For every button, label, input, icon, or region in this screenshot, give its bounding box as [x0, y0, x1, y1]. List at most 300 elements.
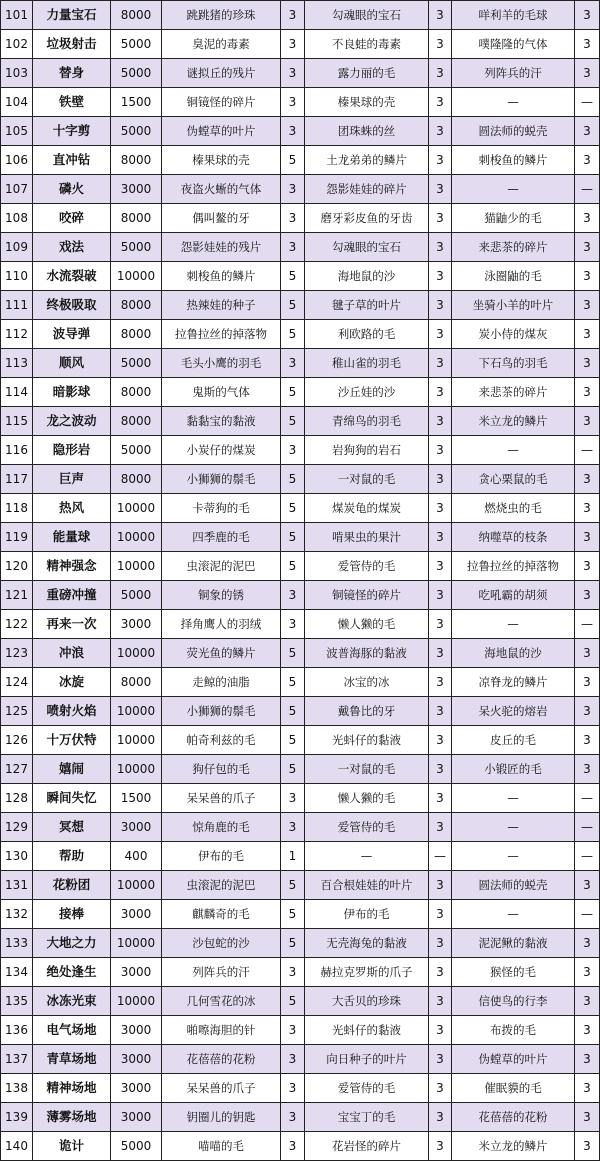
cost: 10000	[111, 697, 162, 726]
material-1: 臭泥的毒素	[162, 30, 281, 59]
material-2-qty: 3	[429, 320, 452, 349]
table-row	[1, 639, 600, 668]
table-row	[1, 1045, 600, 1074]
material-2: 不良蛙的毒素	[305, 30, 429, 59]
material-1-qty: 1	[281, 842, 305, 871]
cost: 5000	[111, 1132, 162, 1161]
material-2-qty: 3	[429, 697, 452, 726]
cost: 8000	[111, 291, 162, 320]
material-3: 燃烧虫的毛	[452, 494, 575, 523]
table-row	[1, 117, 600, 146]
material-2-qty: 3	[429, 610, 452, 639]
table-row	[1, 1132, 600, 1161]
material-3: 圆法师的蜕壳	[452, 117, 575, 146]
material-1-qty: 3	[281, 813, 305, 842]
material-2: 稚山雀的羽毛	[305, 349, 429, 378]
material-1-qty: 5	[281, 146, 305, 175]
material-1-qty: 5	[281, 755, 305, 784]
material-1: 帕奇利兹的毛	[162, 726, 281, 755]
cost: 8000	[111, 1, 162, 30]
material-2: 爱管侍的毛	[305, 552, 429, 581]
table-row	[1, 755, 600, 784]
material-3: 纳噬草的枝条	[452, 523, 575, 552]
tm-number: 134	[1, 958, 33, 987]
tm-number: 105	[1, 117, 33, 146]
material-3: 花蓓蓓的花粉	[452, 1103, 575, 1132]
table-row	[1, 842, 600, 871]
material-1: 啪嚓海胆的针	[162, 1016, 281, 1045]
cost: 3000	[111, 813, 162, 842]
cost: 10000	[111, 726, 162, 755]
table-row	[1, 204, 600, 233]
material-2: 铜镜怪的碎片	[305, 581, 429, 610]
table-row	[1, 436, 600, 465]
material-2-qty: 3	[429, 900, 452, 929]
move-name: 绝处逢生	[33, 958, 111, 987]
material-1: 夜盗火蜥的气体	[162, 175, 281, 204]
material-1: 跳跳猪的珍珠	[162, 1, 281, 30]
material-3: 布拨的毛	[452, 1016, 575, 1045]
material-1-qty: 5	[281, 465, 305, 494]
move-name: 冲浪	[33, 639, 111, 668]
move-name: 精神强念	[33, 552, 111, 581]
material-2-qty: 3	[429, 552, 452, 581]
material-2-qty: 3	[429, 59, 452, 88]
move-name: 戏法	[33, 233, 111, 262]
cost: 8000	[111, 668, 162, 697]
cost: 10000	[111, 987, 162, 1016]
material-1-qty: 3	[281, 1045, 305, 1074]
material-1: 呆呆兽的爪子	[162, 1074, 281, 1103]
material-2: 光蚪仔的黏液	[305, 1016, 429, 1045]
material-1-qty: 5	[281, 291, 305, 320]
material-2: 爱管侍的毛	[305, 1074, 429, 1103]
tm-number: 118	[1, 494, 33, 523]
move-name: 精神场地	[33, 1074, 111, 1103]
material-3: —	[452, 436, 575, 465]
table-row	[1, 929, 600, 958]
table-row	[1, 958, 600, 987]
material-2-qty: 3	[429, 871, 452, 900]
material-2: 戴鲁比的牙	[305, 697, 429, 726]
move-name: 直冲钻	[33, 146, 111, 175]
tm-number: 112	[1, 320, 33, 349]
material-3-qty: 3	[575, 552, 600, 581]
move-name: 十万伏特	[33, 726, 111, 755]
material-2-qty: 3	[429, 117, 452, 146]
table-row	[1, 262, 600, 291]
table-row	[1, 349, 600, 378]
material-3: 信使鸟的行李	[452, 987, 575, 1016]
material-1: 列阵兵的汗	[162, 958, 281, 987]
cost: 5000	[111, 117, 162, 146]
material-3: 海地鼠的沙	[452, 639, 575, 668]
material-3-qty: 3	[575, 262, 600, 291]
material-2: 勾魂眼的宝石	[305, 233, 429, 262]
tm-number: 140	[1, 1132, 33, 1161]
material-1: 呆呆兽的爪子	[162, 784, 281, 813]
move-name: 冰旋	[33, 668, 111, 697]
material-3: —	[452, 610, 575, 639]
material-3-qty: —	[575, 88, 600, 117]
tm-number: 127	[1, 755, 33, 784]
material-3-qty: 3	[575, 929, 600, 958]
tm-number: 115	[1, 407, 33, 436]
material-3-qty: 3	[575, 30, 600, 59]
material-1: 谜拟丘的残片	[162, 59, 281, 88]
material-2: 煤炭龟的煤炭	[305, 494, 429, 523]
tm-number: 138	[1, 1074, 33, 1103]
material-2: 波普海豚的黏液	[305, 639, 429, 668]
material-3-qty: 3	[575, 1132, 600, 1161]
material-2-qty: 3	[429, 581, 452, 610]
material-1: 虫滚泥的泥巴	[162, 552, 281, 581]
material-1-qty: 3	[281, 88, 305, 117]
material-2: 冰宝的冰	[305, 668, 429, 697]
table-row	[1, 465, 600, 494]
material-2-qty: 3	[429, 813, 452, 842]
material-3-qty: 3	[575, 146, 600, 175]
tm-number: 139	[1, 1103, 33, 1132]
table-row	[1, 1074, 600, 1103]
tm-number: 132	[1, 900, 33, 929]
material-2: 爱管侍的毛	[305, 813, 429, 842]
material-1: 钥圈儿的钥匙	[162, 1103, 281, 1132]
tm-number: 116	[1, 436, 33, 465]
material-1-qty: 3	[281, 610, 305, 639]
material-1: 四季鹿的毛	[162, 523, 281, 552]
tm-number: 117	[1, 465, 33, 494]
table-row	[1, 784, 600, 813]
material-2-qty: 3	[429, 1103, 452, 1132]
material-2-qty: 3	[429, 755, 452, 784]
material-2-qty: 3	[429, 233, 452, 262]
tm-number: 121	[1, 581, 33, 610]
material-3: 坐骑小羊的叶片	[452, 291, 575, 320]
tm-number: 124	[1, 668, 33, 697]
material-3: 下石鸟的羽毛	[452, 349, 575, 378]
material-1-qty: 5	[281, 726, 305, 755]
material-2: 沙丘娃的沙	[305, 378, 429, 407]
cost: 5000	[111, 436, 162, 465]
table-row	[1, 552, 600, 581]
material-2: 大舌贝的珍珠	[305, 987, 429, 1016]
material-1-qty: 3	[281, 436, 305, 465]
cost: 8000	[111, 407, 162, 436]
move-name: 磷火	[33, 175, 111, 204]
material-1-qty: 3	[281, 581, 305, 610]
move-name: 垃圾射击	[33, 30, 111, 59]
table-row	[1, 697, 600, 726]
cost: 10000	[111, 755, 162, 784]
material-1-qty: 5	[281, 552, 305, 581]
material-3: 催眠貘的毛	[452, 1074, 575, 1103]
material-3-qty: —	[575, 784, 600, 813]
material-3-qty: 3	[575, 871, 600, 900]
tm-number: 129	[1, 813, 33, 842]
tm-number: 128	[1, 784, 33, 813]
material-2: 露力丽的毛	[305, 59, 429, 88]
material-1: 鬼斯的气体	[162, 378, 281, 407]
material-1-qty: 5	[281, 929, 305, 958]
material-3-qty: 3	[575, 697, 600, 726]
material-1: 刺梭鱼的鳞片	[162, 262, 281, 291]
material-1: 沙包蛇的沙	[162, 929, 281, 958]
table-row	[1, 146, 600, 175]
tm-number: 101	[1, 1, 33, 30]
material-2: 光蚪仔的黏液	[305, 726, 429, 755]
material-1-qty: 3	[281, 958, 305, 987]
table-row	[1, 59, 600, 88]
cost: 3000	[111, 610, 162, 639]
table-row	[1, 813, 600, 842]
material-3-qty: 3	[575, 523, 600, 552]
material-1-qty: 5	[281, 871, 305, 900]
cost: 5000	[111, 233, 162, 262]
material-3: 刺梭鱼的鳞片	[452, 146, 575, 175]
move-name: 波导弹	[33, 320, 111, 349]
cost: 10000	[111, 494, 162, 523]
material-2-qty: 3	[429, 1045, 452, 1074]
material-3: 炭小侍的煤灰	[452, 320, 575, 349]
move-name: 再来一次	[33, 610, 111, 639]
cost: 5000	[111, 59, 162, 88]
material-3-qty: —	[575, 610, 600, 639]
material-3-qty: 3	[575, 958, 600, 987]
move-name: 喷射火焰	[33, 697, 111, 726]
table-row	[1, 88, 600, 117]
material-1-qty: 5	[281, 697, 305, 726]
material-2: 海地鼠的沙	[305, 262, 429, 291]
table-row	[1, 1103, 600, 1132]
material-2-qty: —	[429, 842, 452, 871]
material-3: 圆法师的蜕壳	[452, 871, 575, 900]
material-2: 土龙弟弟的鳞片	[305, 146, 429, 175]
material-2: 毽子草的叶片	[305, 291, 429, 320]
table-row	[1, 291, 600, 320]
move-name: 薄雾场地	[33, 1103, 111, 1132]
material-3: 凉脊龙的鳞片	[452, 668, 575, 697]
material-1: 毛头小鹰的羽毛	[162, 349, 281, 378]
tm-number: 106	[1, 146, 33, 175]
material-3-qty: 3	[575, 378, 600, 407]
move-name: 暗影球	[33, 378, 111, 407]
material-2-qty: 3	[429, 378, 452, 407]
material-3: 泥泥鳅的黏液	[452, 929, 575, 958]
table-row	[1, 320, 600, 349]
material-2-qty: 3	[429, 465, 452, 494]
material-2: 利欧路的毛	[305, 320, 429, 349]
material-1: 怨影娃娃的残片	[162, 233, 281, 262]
move-name: 水流裂破	[33, 262, 111, 291]
move-name: 替身	[33, 59, 111, 88]
table-row	[1, 900, 600, 929]
tm-number: 111	[1, 291, 33, 320]
material-1-qty: 3	[281, 1132, 305, 1161]
material-1-qty: 3	[281, 233, 305, 262]
material-3-qty: 3	[575, 465, 600, 494]
table-row	[1, 523, 600, 552]
material-2: 怨影娃娃的碎片	[305, 175, 429, 204]
material-3-qty: 3	[575, 407, 600, 436]
tm-number: 107	[1, 175, 33, 204]
table-row	[1, 30, 600, 59]
material-3-qty: 3	[575, 117, 600, 146]
move-name: 龙之波动	[33, 407, 111, 436]
table-row	[1, 726, 600, 755]
material-2: 啃果虫的果汁	[305, 523, 429, 552]
material-3: 拉鲁拉丝的掉落物	[452, 552, 575, 581]
tm-number: 122	[1, 610, 33, 639]
material-3: 皮丘的毛	[452, 726, 575, 755]
material-1: 小炭仔的煤炭	[162, 436, 281, 465]
material-3: 贪心栗鼠的毛	[452, 465, 575, 494]
material-3: 小锻匠的毛	[452, 755, 575, 784]
cost: 400	[111, 842, 162, 871]
tm-number: 119	[1, 523, 33, 552]
material-3: —	[452, 88, 575, 117]
material-1-qty: 5	[281, 668, 305, 697]
table-row	[1, 987, 600, 1016]
material-3-qty: 3	[575, 1074, 600, 1103]
cost: 3000	[111, 1074, 162, 1103]
material-1-qty: 3	[281, 1103, 305, 1132]
material-3-qty: —	[575, 175, 600, 204]
material-3-qty: 3	[575, 1016, 600, 1045]
cost: 3000	[111, 958, 162, 987]
material-2: 懒人獭的毛	[305, 784, 429, 813]
tm-number: 130	[1, 842, 33, 871]
table-row	[1, 668, 600, 697]
tm-number: 135	[1, 987, 33, 1016]
material-1-qty: 5	[281, 320, 305, 349]
material-3: 来悲茶的碎片	[452, 233, 575, 262]
material-1: 卡蒂狗的毛	[162, 494, 281, 523]
material-3: 呆火驼的熔岩	[452, 697, 575, 726]
material-2: 团珠蛛的丝	[305, 117, 429, 146]
material-3-qty: 3	[575, 320, 600, 349]
material-3-qty: 3	[575, 639, 600, 668]
material-1-qty: 5	[281, 523, 305, 552]
tm-number: 126	[1, 726, 33, 755]
material-3-qty: —	[575, 900, 600, 929]
material-3-qty: —	[575, 813, 600, 842]
material-1-qty: 3	[281, 349, 305, 378]
material-3-qty: 3	[575, 494, 600, 523]
tm-number: 133	[1, 929, 33, 958]
move-name: 终极吸取	[33, 291, 111, 320]
material-2: 榛果球的壳	[305, 88, 429, 117]
material-1: 铜镜怪的碎片	[162, 88, 281, 117]
material-2: 百合根娃娃的叶片	[305, 871, 429, 900]
cost: 10000	[111, 262, 162, 291]
material-2-qty: 3	[429, 436, 452, 465]
cost: 10000	[111, 871, 162, 900]
material-3: 米立龙的鳞片	[452, 1132, 575, 1161]
material-1: 花蓓蓓的花粉	[162, 1045, 281, 1074]
material-2-qty: 3	[429, 1074, 452, 1103]
cost: 3000	[111, 900, 162, 929]
material-3-qty: 3	[575, 668, 600, 697]
move-name: 冥想	[33, 813, 111, 842]
table-row	[1, 233, 600, 262]
tm-number: 109	[1, 233, 33, 262]
move-name: 大地之力	[33, 929, 111, 958]
cost: 1500	[111, 784, 162, 813]
cost: 8000	[111, 146, 162, 175]
tm-number: 136	[1, 1016, 33, 1045]
move-name: 隐形岩	[33, 436, 111, 465]
move-name: 十字剪	[33, 117, 111, 146]
material-2-qty: 3	[429, 1, 452, 30]
material-1: 伪螳草的叶片	[162, 117, 281, 146]
table-row	[1, 175, 600, 204]
tm-number: 137	[1, 1045, 33, 1074]
material-1-qty: 3	[281, 175, 305, 204]
material-1-qty: 5	[281, 900, 305, 929]
cost: 5000	[111, 581, 162, 610]
table-row	[1, 1016, 600, 1045]
material-1: 荧光鱼的鳞片	[162, 639, 281, 668]
material-3: —	[452, 175, 575, 204]
table-body	[1, 1, 600, 1161]
table-row	[1, 407, 600, 436]
material-1: 惊角鹿的毛	[162, 813, 281, 842]
material-1: 小狮狮的鬃毛	[162, 465, 281, 494]
cost: 8000	[111, 378, 162, 407]
cost: 8000	[111, 465, 162, 494]
material-2: 勾魂眼的宝石	[305, 1, 429, 30]
material-2: —	[305, 842, 429, 871]
material-1-qty: 5	[281, 639, 305, 668]
table-row	[1, 378, 600, 407]
cost: 10000	[111, 523, 162, 552]
move-name: 铁壁	[33, 88, 111, 117]
material-1-qty: 3	[281, 30, 305, 59]
move-name: 花粉团	[33, 871, 111, 900]
table-row	[1, 871, 600, 900]
material-3-qty: 3	[575, 581, 600, 610]
material-2-qty: 3	[429, 204, 452, 233]
material-1-qty: 3	[281, 1, 305, 30]
cost: 3000	[111, 1045, 162, 1074]
material-3: 伪螳草的叶片	[452, 1045, 575, 1074]
material-3-qty: 3	[575, 59, 600, 88]
material-1: 热辣娃的种子	[162, 291, 281, 320]
tm-number: 104	[1, 88, 33, 117]
tm-number: 110	[1, 262, 33, 291]
table-row	[1, 581, 600, 610]
material-1-qty: 5	[281, 407, 305, 436]
cost: 5000	[111, 349, 162, 378]
move-name: 接棒	[33, 900, 111, 929]
material-2: 青绵鸟的羽毛	[305, 407, 429, 436]
cost: 8000	[111, 320, 162, 349]
table-row	[1, 494, 600, 523]
move-name: 瞬间失忆	[33, 784, 111, 813]
move-name: 帮助	[33, 842, 111, 871]
material-3: 来悲茶的碎片	[452, 378, 575, 407]
move-name: 电气场地	[33, 1016, 111, 1045]
material-1: 榛果球的壳	[162, 146, 281, 175]
material-1-qty: 3	[281, 59, 305, 88]
material-1: 喵喵的毛	[162, 1132, 281, 1161]
material-2-qty: 3	[429, 175, 452, 204]
material-1: 择角鹰人的羽绒	[162, 610, 281, 639]
cost: 1500	[111, 88, 162, 117]
tm-number: 103	[1, 59, 33, 88]
material-3: 米立龙的鳞片	[452, 407, 575, 436]
